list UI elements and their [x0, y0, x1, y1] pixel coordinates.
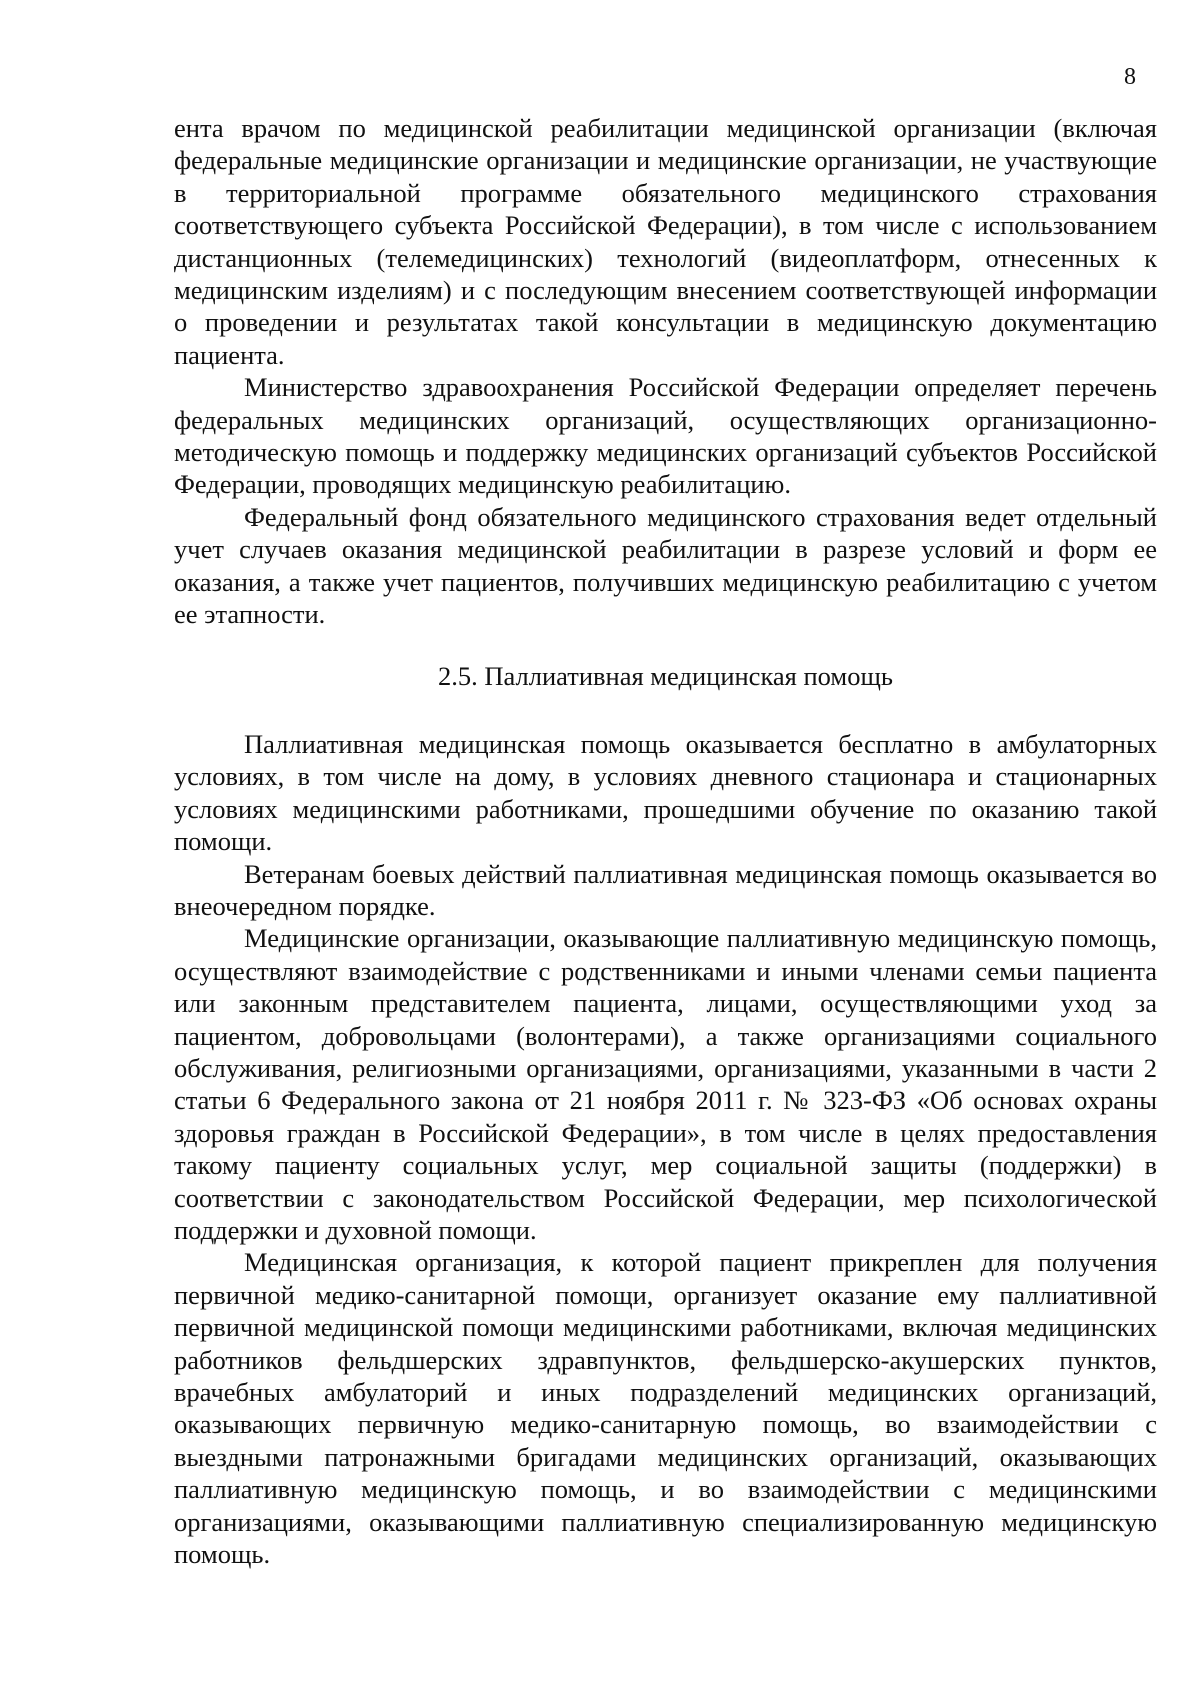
paragraph-palliative-free-of-charge: Паллиативная медицинская помощь оказывается бесплатно в амбулаторных условиях, в том числе на дому, в условиях дневного стационара и стационарных условиях медицинскими работниками, прошедшими обучение по оказанию такой помощи. — [174, 728, 1157, 857]
paragraph-rehab-consultation-continued: ента врачом по медицинской реабилитации медицинской организации (включая федеральные медицинские организации и медицинские организации, не участвующие в территориальной программе обязательного медицинского страхования соответствующего субъекта Российской Федерации), в том числе с использованием дистанционных (телемедицинских) технологий (видеоплатформ, отнесенных к медицинским изделиям) и с последующим внесением соответствующей информации о проведении и результатах такой консультации в медицинскую документацию пациента. — [174, 113, 1157, 370]
paragraph-ministry-list: Министерство здравоохранения Российской Федерации определяет перечень федеральных медицинских организаций, осуществляющих организационно-методическую помощь и поддержку медицинских организаций субъектов Российской Федерации, проводящих медицинскую реабилитацию. — [174, 372, 1157, 500]
paragraph-veterans-priority: Ветеранам боевых действий паллиативная медицинская помощь оказывается во внеочередном порядке. — [174, 858, 1157, 921]
section-title: 2.5. Паллиативная медицинская помощь — [438, 660, 893, 691]
document-body — [174, 112, 1157, 1570]
paragraph-federal-fund-accounting: Федеральный фонд обязательного медицинского страхования ведет отдельный учет случаев оказания медицинской реабилитации в разрезе условий и форм ее оказания, а также учет пациентов, получивших медицинскую реабилитацию с учетом ее этапности. — [174, 501, 1157, 630]
paragraph-primary-care-organization: Медицинская организация, к которой пациент прикреплен для получения первичной медико-санитарной помощи, организует оказание ему паллиативной первичной медицинской помощи медицинскими работниками, включая медицинских работников фельдшерских здравпунктов, фельдшерско-акушерских пунктов, врачебных амбулаторий и иных подразделений медицинских организаций, оказывающих первичную медико-санитарную помощь, во взаимодействии с выездными патронажными бригадами медицинских организаций, оказывающих паллиативную медицинскую помощь, и во взаимодействии с медицинскими организациями, оказывающими паллиативную специализированную медицинскую помощь. — [174, 1247, 1157, 1570]
page-number: 8 — [1124, 64, 1136, 90]
paragraph-interaction-with-relatives: Медицинские организации, оказывающие паллиативную медицинскую помощь, осуществляют взаимодействие с родственниками и иными членами семьи пациента или законным представителем пациента, лицами, осуществляющими уход за пациентом, добровольцами (волонтерами), а также организациями социального обслуживания, религиозными организациями, организациями, указанными в части 2 статьи 6 Федерального закона от 21 ноября 2011 г. № 323-ФЗ «Об основах охраны здоровья граждан в Российской Федерации», в том числе в целях предоставления такому пациенту социальных услуг, мер социальной защиты (поддержки) в соответствии с законодательством Российской Федерации, мер психологической поддержки и духовной помощи. — [174, 923, 1157, 1245]
